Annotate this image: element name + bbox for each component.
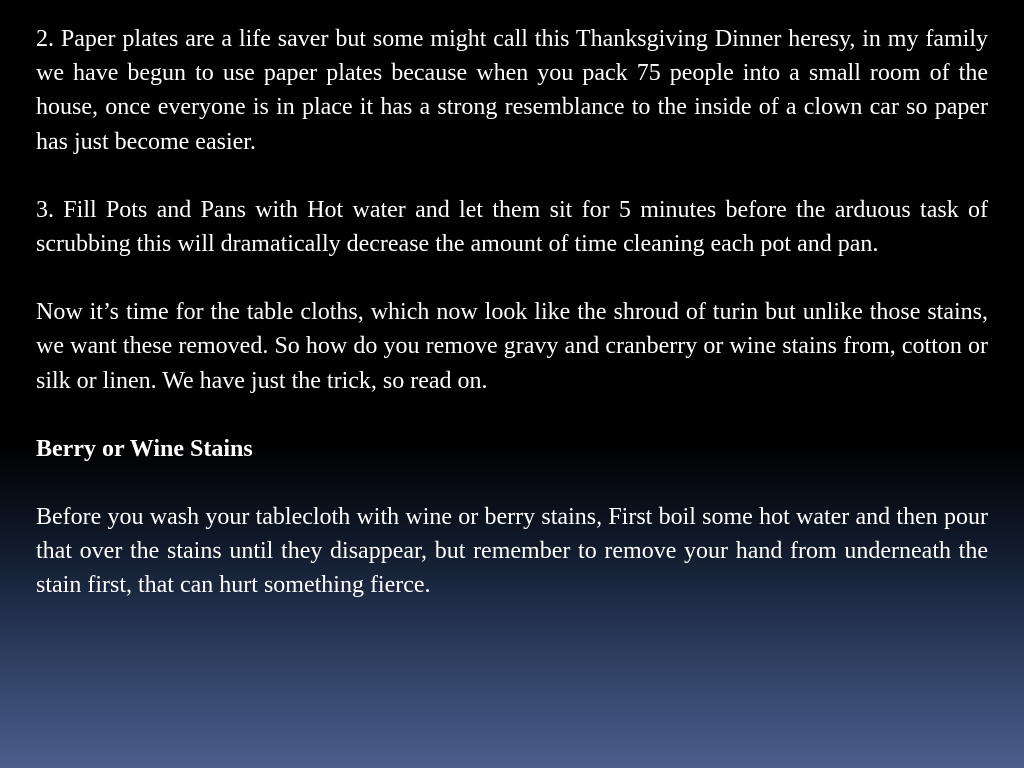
- paragraph-pots-and-pans: 3. Fill Pots and Pans with Hot water and let them sit for 5 minutes before the arduous task of scrubbing this will dramatically decrease the amount of time cleaning each pot and pan.: [36, 196, 988, 258]
- slide-body: [36, 22, 988, 637]
- paragraph-stain-removal: Before you wash your tablecloth with wine or berry stains, First boil some hot water and then pour that over the stains until they disappear, but remember to remove your hand from underneath the stain first, that can hurt something fierce.: [36, 504, 988, 599]
- paragraph-table-cloths: Now it’s time for the table cloths, which now look like the shroud of turin but unlike those stains, we want these removed. So how do you remove gravy and cranberry or wine stains from, cotton or silk or linen. We have just the trick, so read on.: [36, 299, 988, 394]
- section-heading-berry-wine-stains: Berry or Wine Stains: [36, 435, 253, 462]
- paragraph-paper-plates: 2. Paper plates are a life saver but some might call this Thanksgiving Dinner heresy, in my family we have begun to use paper plates because when you pack 75 people into a small room of the house, once everyone is in place it has a strong resemblance to the inside of a clown car so paper has just become easier.: [36, 26, 988, 155]
